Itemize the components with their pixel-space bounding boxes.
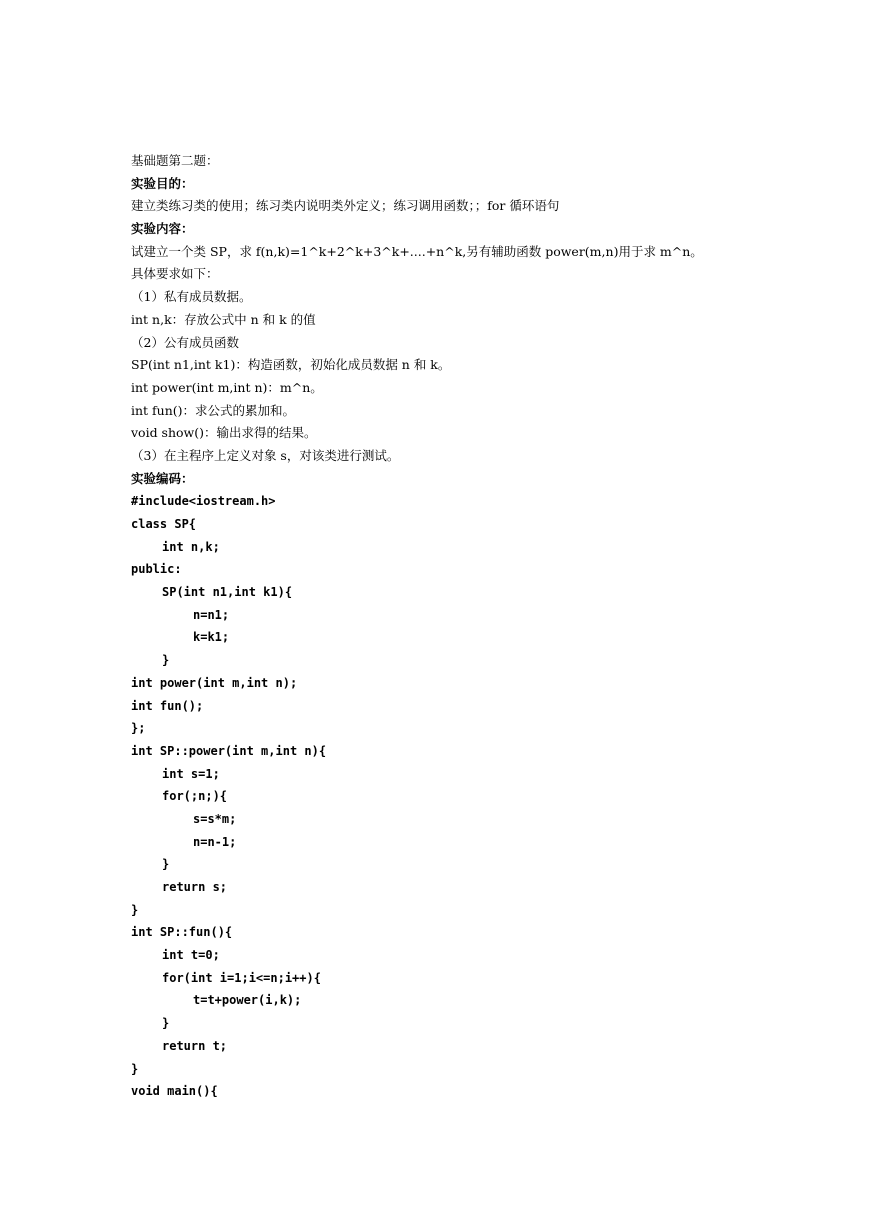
content-line: int fun()：求公式的累加和。	[131, 402, 296, 418]
content-line: int n,k：存放公式中 n 和 k 的值	[131, 311, 316, 327]
purpose-text: 建立类练习类的使用；练习类内说明类外定义；练习调用函数；；for 循环语句	[131, 198, 560, 214]
code-line: int SP::fun(){	[131, 925, 233, 940]
code-line: for(int i=1;i<=n;i++){	[162, 970, 321, 985]
code-line: n=n1;	[193, 607, 230, 622]
code-line: int power(int m,int n);	[131, 675, 298, 690]
content-line: int power(int m,int n)：m^n。	[131, 379, 323, 395]
code-line: }	[162, 653, 170, 668]
code-line: return s;	[162, 880, 228, 894]
content-heading: 实验内容：	[131, 221, 194, 237]
code-line: }	[131, 902, 139, 917]
content-line: （2）公有成员函数	[131, 334, 239, 350]
document-body	[131, 150, 831, 1103]
intro-title: 基础题第二题：	[131, 153, 219, 168]
code-line: t=t+power(i,k);	[193, 993, 302, 1008]
code-line: n=n-1;	[193, 834, 237, 849]
code-line: int SP::power(int m,int n){	[131, 743, 327, 758]
code-line: }	[162, 1016, 170, 1031]
code-line: void main(){	[131, 1084, 218, 1099]
code-line: public:	[131, 562, 182, 577]
content-line: （1）私有成员数据。	[131, 289, 252, 305]
code-line: return t;	[162, 1038, 228, 1053]
code-line: #include<iostream.h>	[131, 494, 276, 509]
code-line: int s=1;	[162, 766, 220, 781]
content-line: SP(int n1,int k1)：构造函数，初始化成员数据 n 和 k。	[131, 357, 451, 373]
code-line: int n,k;	[162, 539, 220, 554]
code-line: class SP{	[131, 517, 197, 531]
code-line: k=k1;	[193, 630, 230, 645]
code-line: }	[131, 1061, 139, 1076]
content-line: 具体要求如下：	[131, 266, 219, 282]
purpose-heading: 实验目的：	[131, 175, 194, 191]
code-line: int t=0;	[162, 948, 220, 963]
content-line: （3）在主程序上定义对象 s，对该类进行测试。	[131, 447, 400, 463]
content-line: 试建立一个类 SP，求 f(n,k)=1^k+2^k+3^k+....+n^k,另有辅助函数 power(m,n)用于求 m^n。	[131, 243, 703, 259]
code-heading: 实验编码：	[131, 470, 194, 486]
code-line: for(;n;){	[162, 789, 228, 804]
code-line: };	[131, 721, 146, 736]
code-line: int fun();	[131, 698, 204, 713]
code-line: }	[162, 857, 170, 872]
content-line: void show()：输出求得的结果。	[131, 425, 317, 441]
code-line: SP(int n1,int k1){	[162, 585, 293, 600]
code-line: s=s*m;	[193, 811, 237, 826]
